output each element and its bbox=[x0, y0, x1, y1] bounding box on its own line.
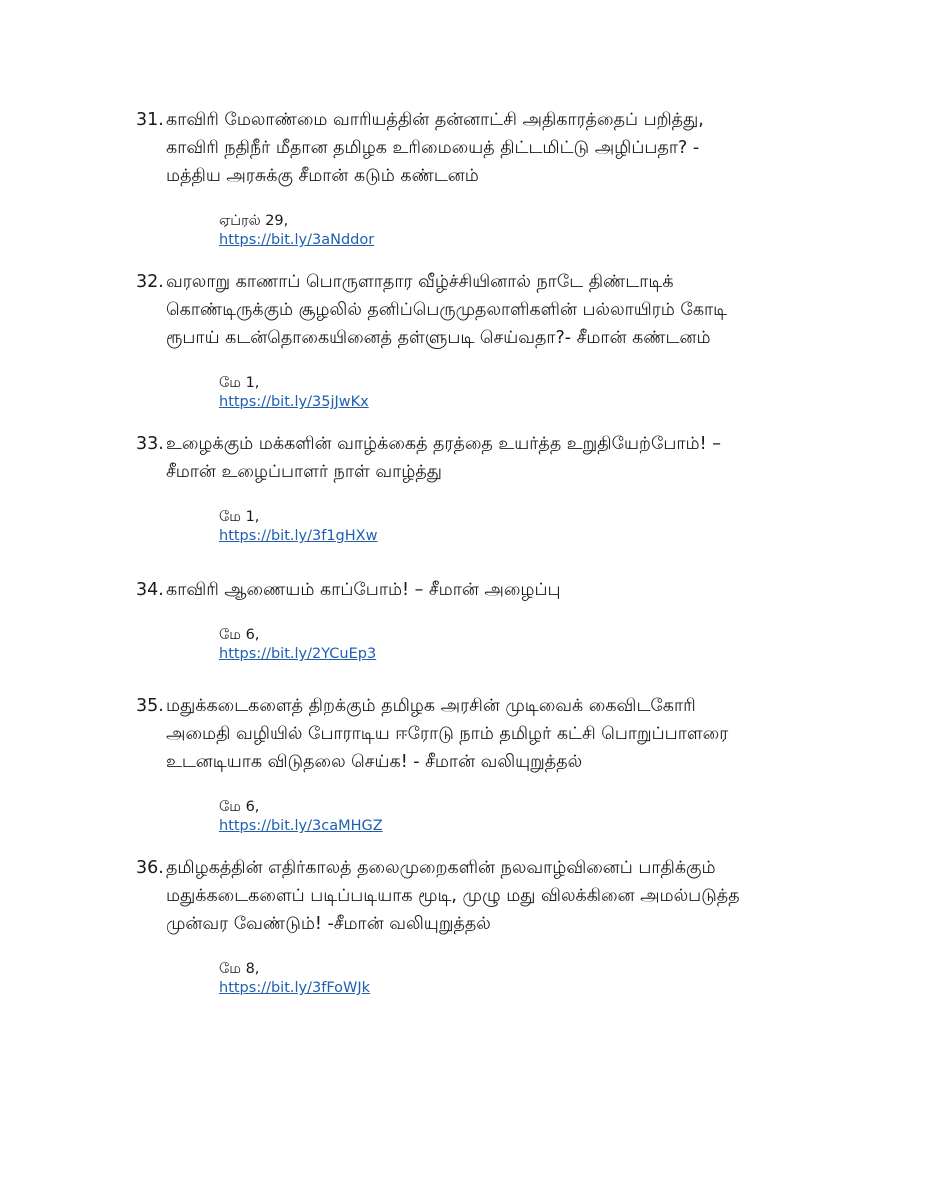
entry-link[interactable]: https://bit.ly/2YCuEp3 bbox=[219, 646, 377, 662]
entry-date: மே 6, bbox=[219, 627, 260, 643]
entry-heading bbox=[136, 106, 836, 190]
list-item bbox=[136, 268, 836, 412]
entry-meta bbox=[219, 212, 836, 250]
entry-title-line: வரலாறு காணாப் பொருளாதார வீழ்ச்சியினால் நாடே திண்டாடிக் bbox=[166, 272, 674, 292]
entry-title-line: முன்வர வேண்டும்! -சீமான் வலியுறுத்தல் bbox=[166, 914, 491, 934]
entry-date: மே 8, bbox=[219, 961, 260, 977]
entry-heading bbox=[136, 268, 836, 352]
entry-title-line: மதுக்கடைகளைப் படிப்படியாக மூடி, முழு மது விலக்கினை அமல்படுத்த bbox=[166, 886, 740, 906]
entry-link[interactable]: https://bit.ly/3fFoWJk bbox=[219, 980, 371, 996]
list-item bbox=[136, 576, 836, 664]
entry-number: 35. bbox=[136, 696, 164, 716]
entry-number: 34. bbox=[136, 580, 164, 600]
entry-title-line: மதுக்கடைகளைத் திறக்கும் தமிழக அரசின் முடிவைக் கைவிடகோரி bbox=[166, 696, 696, 716]
entry-meta bbox=[219, 626, 836, 664]
entry-title-line: கொண்டிருக்கும் சூழலில் தனிப்பெருமுதலாளிகளின் பல்லாயிரம் கோடி bbox=[166, 300, 728, 320]
entry-date: மே 1, bbox=[219, 509, 260, 525]
entry-title-line: உடனடியாக விடுதலை செய்க! - சீமான் வலியுறுத்தல் bbox=[166, 752, 583, 772]
entry-heading bbox=[136, 692, 836, 776]
entry-heading bbox=[136, 576, 836, 604]
entry-number: 36. bbox=[136, 858, 164, 878]
entry-title-line: அமைதி வழியில் போராடிய ஈரோடு நாம் தமிழர் கட்சி பொறுப்பாளரை bbox=[166, 724, 729, 744]
entry-title-line: காவிரி மேலாண்மை வாரியத்தின் தன்னாட்சி அதிகாரத்தைப் பறித்து, bbox=[166, 110, 704, 130]
list-item bbox=[136, 106, 836, 250]
entry-link[interactable]: https://bit.ly/3caMHGZ bbox=[219, 818, 383, 834]
list-item bbox=[136, 430, 836, 546]
entry-title-line: மத்திய அரசுக்கு சீமான் கடும் கண்டனம் bbox=[166, 166, 479, 186]
entry-link[interactable]: https://bit.ly/3aNddor bbox=[219, 232, 375, 248]
entry-date: மே 6, bbox=[219, 799, 260, 815]
entry-meta bbox=[219, 508, 836, 546]
entry-heading bbox=[136, 854, 836, 938]
entry-title-line: உழைக்கும் மக்களின் வாழ்க்கைத் தரத்தை உயர்த்த உறுதியேற்போம்! – bbox=[166, 434, 721, 454]
entry-link[interactable]: https://bit.ly/3f1gHXw bbox=[219, 528, 378, 544]
entry-meta bbox=[219, 798, 836, 836]
entry-title-line: காவிரி ஆணையம் காப்போம்! – சீமான் அழைப்பு bbox=[166, 580, 561, 600]
list-item bbox=[136, 692, 836, 836]
entry-title-line: தமிழகத்தின் எதிர்காலத் தலைமுறைகளின் நலவாழ்வினைப் பாதிக்கும் bbox=[166, 858, 716, 878]
entry-date: மே 1, bbox=[219, 375, 260, 391]
entry-title-line: காவிரி நதிநீர் மீதான தமிழக உரிமையைத் திட்டமிட்டு அழிப்பதா? - bbox=[166, 138, 700, 158]
entry-title-line: சீமான் உழைப்பாளர் நாள் வாழ்த்து bbox=[166, 462, 442, 482]
entry-meta bbox=[219, 374, 836, 412]
entry-date: ஏப்ரல் 29, bbox=[219, 213, 289, 229]
entry-title-line: ரூபாய் கடன்தொகையினைத் தள்ளுபடி செய்வதா?- சீமான் கண்டனம் bbox=[166, 328, 711, 348]
list-item bbox=[136, 854, 836, 998]
entry-number: 31. bbox=[136, 110, 164, 130]
entry-link[interactable]: https://bit.ly/35jJwKx bbox=[219, 394, 369, 410]
entry-number: 32. bbox=[136, 272, 164, 292]
entry-meta bbox=[219, 960, 836, 998]
entry-heading bbox=[136, 430, 836, 486]
entry-number: 33. bbox=[136, 434, 164, 454]
